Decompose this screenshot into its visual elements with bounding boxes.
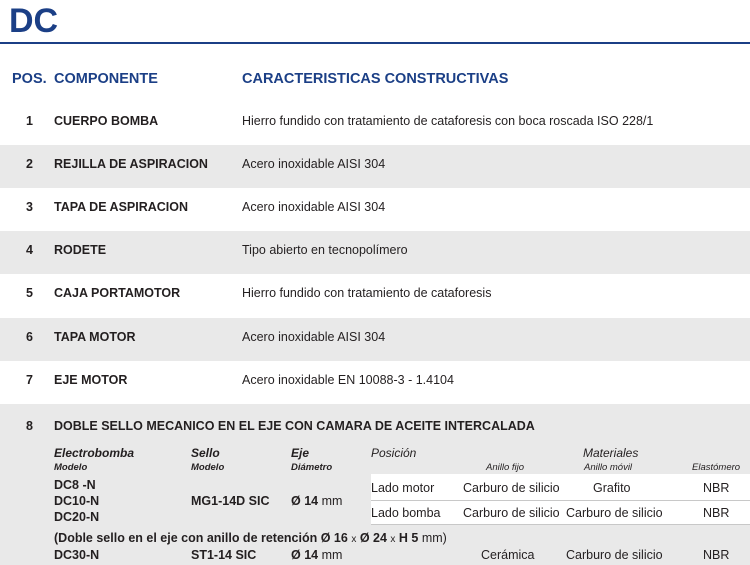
col-posicion: Posición — [371, 446, 417, 460]
col-materiales: Materiales — [583, 446, 639, 460]
row-description: Hierro fundido con tratamiento de cataforesis — [242, 286, 492, 300]
row-description: Acero inoxidable AISI 304 — [242, 157, 386, 171]
note-unit: mm) — [421, 531, 447, 545]
component-row — [0, 231, 750, 274]
row-description: Acero inoxidable EN 10088-3 - 1.4104 — [242, 373, 454, 387]
elastomer-pump: NBR — [703, 506, 730, 520]
header-pos: POS. — [12, 71, 47, 87]
note-x2: x — [390, 534, 396, 545]
note-end: H 5 — [398, 531, 419, 545]
col-electrobomba: Electrobomba — [54, 446, 135, 460]
row-pos: 6 — [26, 330, 33, 344]
moving-ring-motor: Grafito — [593, 481, 631, 495]
row-description: Tipo abierto en tecnopolímero — [242, 243, 408, 257]
dc30-note — [54, 531, 447, 545]
page-title: DC — [9, 2, 59, 40]
row-component: EJE MOTOR — [54, 373, 128, 387]
position-motor: Lado motor — [371, 481, 435, 495]
fixed-ring-pump: Carburo de silicio — [463, 506, 560, 520]
component-row — [0, 188, 750, 231]
position-pump: Lado bomba — [371, 506, 441, 520]
col-elastomero: Elastómero — [692, 462, 741, 473]
moving-ring-pump: Carburo de silicio — [566, 506, 663, 520]
dc30-seal: ST1-14 SIC — [191, 548, 257, 562]
row-component: REJILLA DE ASPIRACION — [54, 157, 208, 171]
seal-title: DOBLE SELLO MECANICO EN EL EJE CON CAMARA DE ACEITE INTERCALADA — [54, 419, 535, 433]
col-diametro: Diámetro — [291, 462, 333, 473]
shaft-diameter: Ø 14 — [291, 494, 319, 508]
row-component: TAPA MOTOR — [54, 330, 136, 344]
row-pos: 1 — [26, 114, 33, 128]
fixed-ring-motor: Carburo de silicio — [463, 481, 560, 495]
row-pos: 4 — [26, 243, 33, 257]
col-sello: Sello — [191, 446, 220, 460]
header-component: COMPONENTE — [54, 71, 158, 87]
col-modelo: Modelo — [54, 462, 88, 473]
model-dc30: DC30-N — [54, 548, 100, 562]
dc30-unit: mm — [321, 548, 343, 562]
col-sello-modelo: Modelo — [191, 462, 225, 473]
row-description: Hierro fundido con tratamiento de cataforesis con boca roscada ISO 228/1 — [242, 114, 654, 128]
row-pos: 7 — [26, 373, 33, 387]
component-row — [0, 318, 750, 361]
model-dc10: DC10-N — [54, 494, 100, 508]
table-divider — [371, 524, 750, 525]
note-mid: Ø 24 — [359, 531, 387, 545]
row-description: Acero inoxidable AISI 304 — [242, 200, 386, 214]
table-divider — [371, 500, 750, 501]
seal-model: MG1-14D SIC — [191, 494, 270, 508]
seal-pos: 8 — [26, 419, 33, 433]
component-row — [0, 102, 750, 145]
model-dc20: DC20-N — [54, 510, 100, 524]
shaft-unit: mm — [321, 494, 343, 508]
row-component: CUERPO BOMBA — [54, 114, 159, 128]
note-prefix: (Doble sello en el eje con anillo de retención Ø 16 — [54, 531, 348, 545]
model-dc8: DC8 -N — [54, 478, 96, 492]
row-component: RODETE — [54, 243, 107, 257]
col-anillo-fijo: Anillo fijo — [486, 462, 525, 473]
row-pos: 2 — [26, 157, 33, 171]
row-component: CAJA PORTAMOTOR — [54, 286, 181, 300]
col-eje: Eje — [291, 446, 310, 460]
row-component: TAPA DE ASPIRACION — [54, 200, 189, 214]
col-anillo-movil: Anillo móvil — [584, 462, 633, 473]
dc30-moving: Carburo de silicio — [566, 548, 663, 562]
dc30-fixed: Cerámica — [481, 548, 535, 562]
dc30-elastomer: NBR — [703, 548, 730, 562]
note-x1: x — [351, 534, 357, 545]
header-characteristics: CARACTERISTICAS CONSTRUCTIVAS — [242, 71, 509, 87]
component-row — [0, 274, 750, 317]
component-row — [0, 145, 750, 188]
title-divider — [0, 42, 750, 44]
row-description: Acero inoxidable AISI 304 — [242, 330, 386, 344]
elastomer-motor: NBR — [703, 481, 730, 495]
component-row — [0, 361, 750, 404]
row-pos: 3 — [26, 200, 33, 214]
row-pos: 5 — [26, 286, 33, 300]
dc30-shaft: Ø 14 — [291, 548, 319, 562]
